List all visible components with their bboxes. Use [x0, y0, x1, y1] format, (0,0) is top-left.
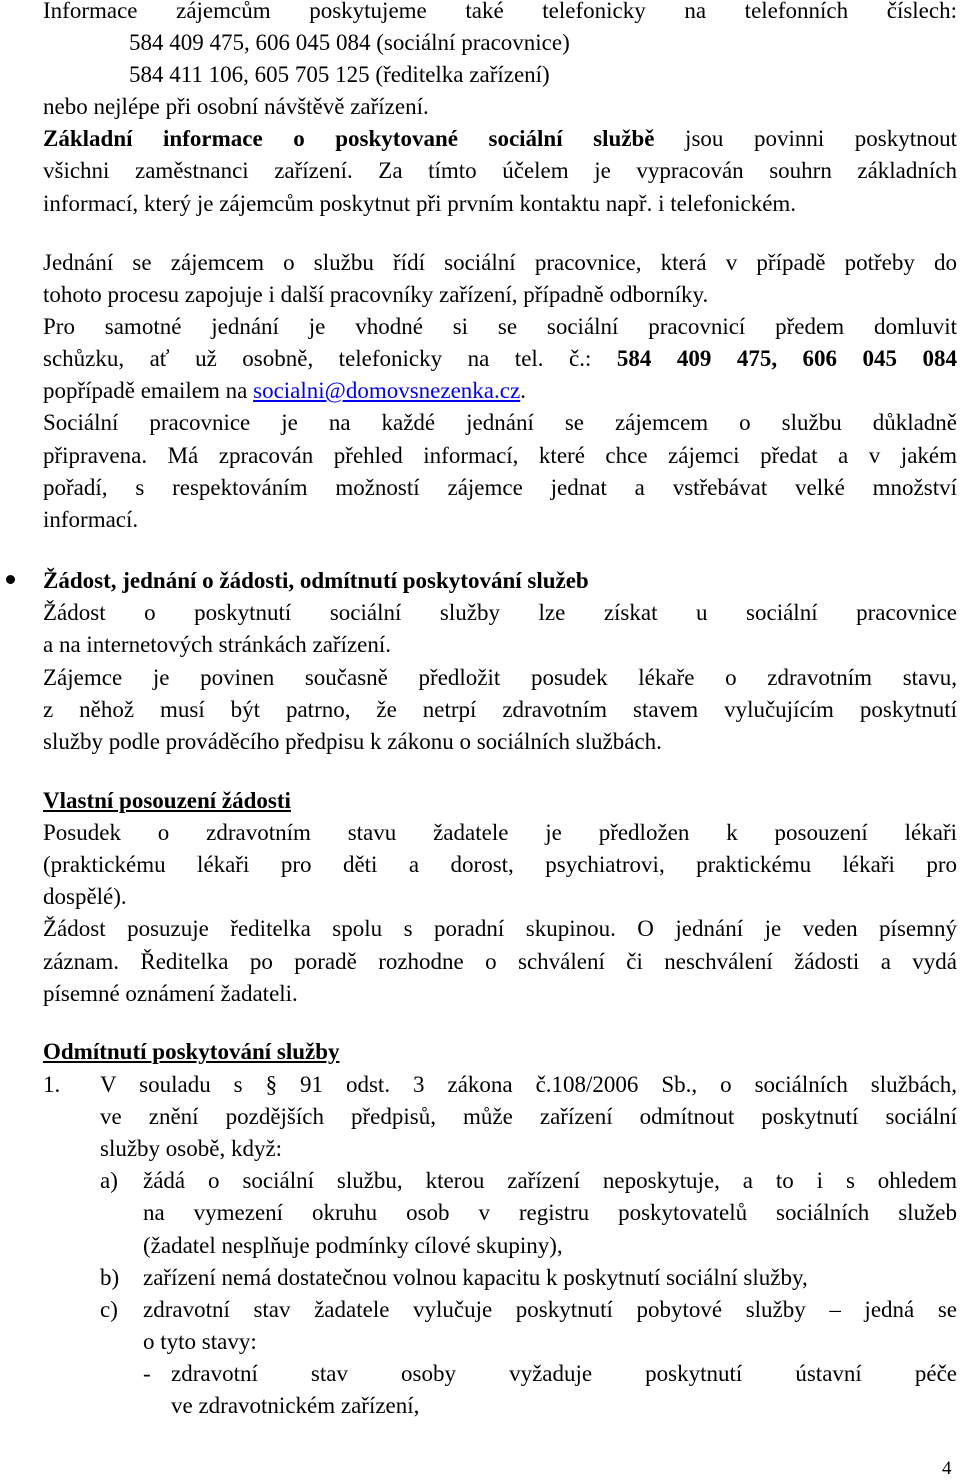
assessment-line-6: písemné oznámení žadateli.: [43, 981, 298, 1006]
sub-c-line-1: zdravotní stav žadatele vylučuje poskytnutí pobytové služby – jedná se: [143, 1297, 957, 1322]
phone-line-director: [43, 59, 957, 92]
sub-a-label: a): [100, 1168, 118, 1193]
phone-numbers-social-worker: 584 409 475, 606 045 084: [129, 30, 371, 55]
negotiation-email-end: .: [520, 378, 526, 403]
application-line-5: služby podle prováděcího předpisu k zákonu o sociálních službách.: [43, 729, 662, 754]
negotiation-line-4: [43, 343, 957, 376]
phone-role-social-worker: (sociální pracovnice): [376, 30, 570, 55]
basic-info-line: [43, 123, 957, 156]
assessment-line-1: Posudek o zdravotním stavu žadatele je předložen k posouzení lékaři: [43, 820, 957, 845]
negotiation-phone-lead: schůzku, ať už osobně, telefonicky na tel. č.:: [43, 346, 617, 371]
dash-line-2: ve zdravotnickém zařízení,: [171, 1393, 420, 1418]
application-line-2: a na internetových stránkách zařízení.: [43, 632, 392, 657]
sub-a-line-1: žádá o sociální službu, kterou zařízení neposkytuje, a to i s ohledem: [143, 1168, 957, 1193]
application-line-1: Žádost o poskytnutí sociální služby lze získat u sociální pracovnice: [43, 600, 957, 625]
bullet-icon: [6, 575, 15, 584]
phone-numbers-director: 584 411 106, 605 705 125: [129, 62, 370, 87]
assessment-line-3: dospělé).: [43, 884, 127, 909]
negotiation-line-2: tohoto procesu zapojuje i další pracovníky zařízení, případně odborníky.: [43, 282, 709, 307]
basic-info-bold: Základní informace o poskytované sociální službě: [43, 126, 655, 151]
basic-info-line-2: všichni zaměstnanci zařízení. Za tímto účelem je vypracován souhrn základních: [43, 158, 957, 183]
negotiation-line-7: připravena. Má zpracován přehled informací, které chce zájemci předat a v jakém: [43, 443, 957, 468]
basic-info-line-3: informací, který je zájemcům poskytnut při prvním kontaktu např. i telefonickém.: [43, 191, 797, 216]
phone-line-social-worker: [43, 27, 957, 60]
phone-role-director: (ředitelka zařízení): [375, 62, 550, 87]
phone-intro-text: Informace zájemcům poskytujeme také telefonicky na telefonních číslech:: [43, 0, 957, 23]
negotiation-line-8: pořadí, s respektováním možností zájemce jednat a vstřebávat velké množství: [43, 475, 957, 500]
application-heading: Žádost, jednání o žádosti, odmítnutí poskytování služeb: [43, 568, 589, 593]
sub-a-line-3: (žadatel nesplňuje podmínky cílové skupiny),: [143, 1233, 563, 1258]
item-1-line-1: V souladu s § 91 odst. 3 zákona č.108/2006 Sb., o sociálních službách,: [100, 1072, 957, 1097]
assessment-line-5: záznam. Ředitelka po poradě rozhodne o schválení či neschválení žádosti a vydá: [43, 949, 957, 974]
negotiation-phone-numbers: 584 409 475, 606 045 084: [616, 346, 958, 371]
negotiation-line-3: Pro samotné jednání je vhodné si se sociální pracovnicí předem domluvit: [43, 314, 957, 339]
sub-c-line-2: o tyto stavy:: [143, 1329, 257, 1354]
refusal-heading: Odmítnutí poskytování služby: [43, 1039, 340, 1064]
sub-c-label: c): [100, 1297, 118, 1322]
visit-line: nebo nejlépe při osobní návštěvě zařízení.: [43, 94, 429, 119]
basic-info-rest: jsou povinni poskytnout: [654, 126, 958, 151]
sub-b-label: b): [100, 1265, 120, 1290]
sub-b-line-1: zařízení nemá dostatečnou volnou kapacitu k poskytnutí sociální služby,: [143, 1265, 808, 1290]
dash-label: -: [143, 1361, 151, 1386]
assessment-line-2: (praktickému lékaři pro děti a dorost, psychiatrovi, praktickému lékaři pro: [43, 852, 957, 877]
item-1-line-2: ve znění pozdějších předpisů, může zařízení odmítnout poskytnutí sociální: [100, 1104, 957, 1129]
application-line-3: Zájemce je povinen současně předložit posudek lékaře o zdravotním stavu,: [43, 665, 957, 690]
email-link[interactable]: socialni@domovsnezenka.cz: [253, 378, 521, 403]
phone-intro-line: [43, 0, 957, 28]
page-number: 4: [942, 1458, 952, 1479]
item-number: 1.: [43, 1072, 61, 1097]
negotiation-line-1: Jednání se zájemcem o službu řídí sociální pracovnice, která v případě potřeby do: [43, 250, 957, 275]
item-1-line-3: služby osobě, když:: [100, 1136, 283, 1161]
application-line-4: z něhož musí být patrno, že netrpí zdravotním stavem vylučujícím poskytnutí: [43, 697, 957, 722]
dash-line-1: zdravotní stav osoby vyžaduje poskytnutí ústavní péče: [171, 1361, 957, 1386]
assessment-heading: Vlastní posouzení žádosti: [43, 788, 291, 813]
negotiation-email-lead: popřípadě emailem na: [43, 378, 254, 403]
assessment-line-4: Žádost posuzuje ředitelka spolu s poradní skupinou. O jednání je veden písemný: [43, 916, 957, 941]
negotiation-line-9: informací.: [43, 507, 139, 532]
sub-a-line-2: na vymezení okruhu osob v registru poskytovatelů sociálních služeb: [143, 1200, 957, 1225]
negotiation-line-6: Sociální pracovnice je na každé jednání se zájemcem o službu důkladně: [43, 410, 957, 435]
negotiation-line-5: [43, 375, 957, 408]
